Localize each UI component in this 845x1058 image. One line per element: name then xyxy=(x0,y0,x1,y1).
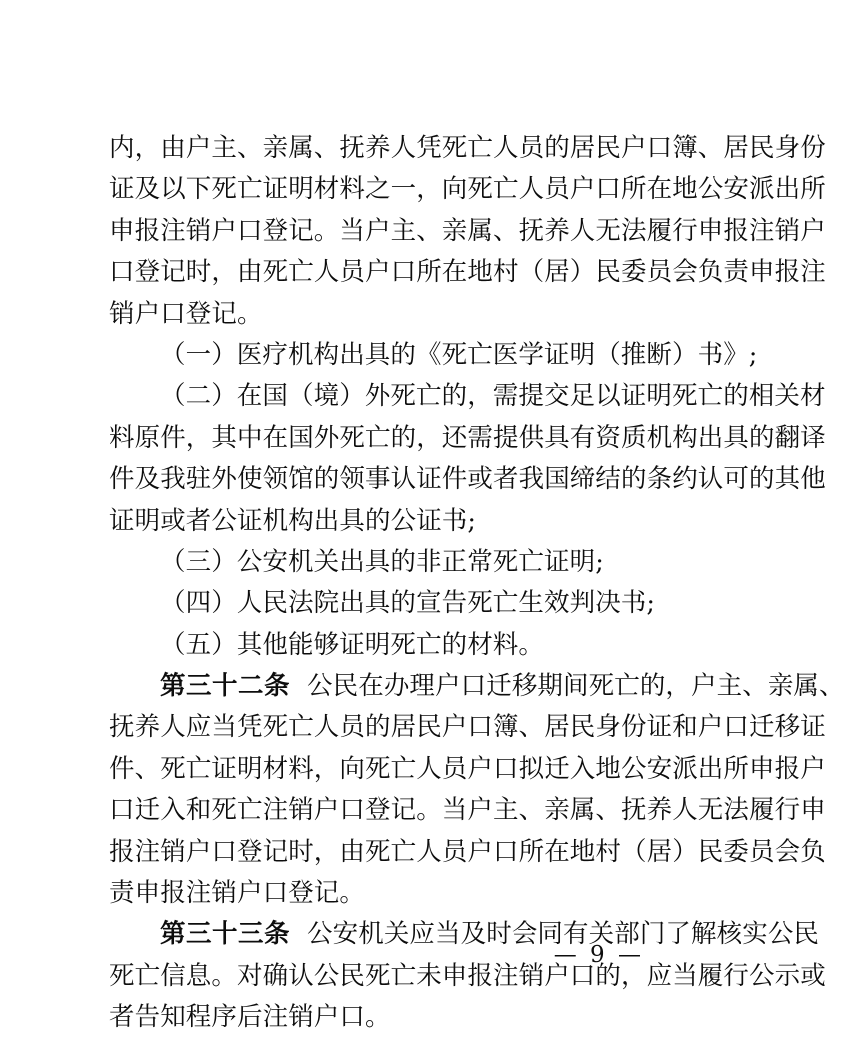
text-line: 证及以下死亡证明材料之一，向死亡人员户口所在地公安派出所 xyxy=(109,174,826,205)
paragraph-item-3 xyxy=(109,542,643,583)
article-first-line-text: 公民在办理户口迁移期间死亡的，户主、亲属、 xyxy=(307,671,845,702)
paragraph-article-32 xyxy=(109,666,845,914)
paragraph-item-4 xyxy=(109,583,656,624)
article-marker-33: 第三十三条 xyxy=(160,919,291,950)
text-line: 料原件，其中在国外死亡的，还需提供具有资质机构出具的翻译 xyxy=(109,422,826,453)
paragraph-item-5 xyxy=(109,625,643,666)
page-number: — 9 — xyxy=(553,942,644,968)
text-line: 销户口登记。 xyxy=(109,298,263,329)
text-line: 者告知程序后注销户口。 xyxy=(109,1002,391,1033)
paragraph-item-2 xyxy=(109,376,826,542)
text-line: 死亡信息。对确认公民死亡未申报注销户口的，应当履行公示或 xyxy=(109,960,826,991)
text-line: 证明或者公证机构出具的公证书; xyxy=(109,505,477,536)
text-line: 口迁入和死亡注销户口登记。当户主、亲属、抚养人无法履行申 xyxy=(109,795,826,826)
text-line: （四）人民法院出具的宣告死亡生效判决书; xyxy=(160,588,656,619)
page-text-block xyxy=(109,128,845,1039)
text-line: 责申报注销户口登记。 xyxy=(109,878,366,909)
text-line: 口登记时，由死亡人员户口所在地村（居）民委员会负责申报注 xyxy=(109,257,826,288)
text-line: （一）医疗机构出具的《死亡医学证明（推断）书》; xyxy=(160,339,758,370)
text-line: 件、死亡证明材料，向死亡人员户口拟迁入地公安派出所申报户 xyxy=(109,753,826,784)
text-line: 件及我驻外使领馆的领事认证件或者我国缔结的条约认可的其他 xyxy=(109,464,826,495)
text-line: 抚养人应当凭死亡人员的居民户口簿、居民身份证和户口迁移证 xyxy=(109,712,826,743)
article-marker-32: 第三十二条 xyxy=(160,671,291,702)
text-line: （二）在国（境）外死亡的，需提交足以证明死亡的相关材 xyxy=(160,381,826,412)
text-line-with-article-marker xyxy=(109,666,845,707)
article-first-line-text: 公安机关应当及时会同有关部门了解核实公民 xyxy=(307,919,820,950)
text-line: 内，由户主、亲属、抚养人凭死亡人员的居民户口簿、居民身份 xyxy=(109,133,826,163)
text-line: （五）其他能够证明死亡的材料。 xyxy=(160,629,545,660)
paragraph-item-1 xyxy=(109,335,758,376)
paragraph-continued xyxy=(109,128,826,335)
text-line: （三）公安机关出具的非正常死亡证明; xyxy=(160,546,604,577)
text-line: 申报注销户口登记。当户主、亲属、抚养人无法履行申报注销户 xyxy=(109,215,826,246)
paragraph-article-33 xyxy=(109,914,826,1038)
text-line: 报注销户口登记时，由死亡人员户口所在地村（居）民委员会负 xyxy=(109,836,826,867)
